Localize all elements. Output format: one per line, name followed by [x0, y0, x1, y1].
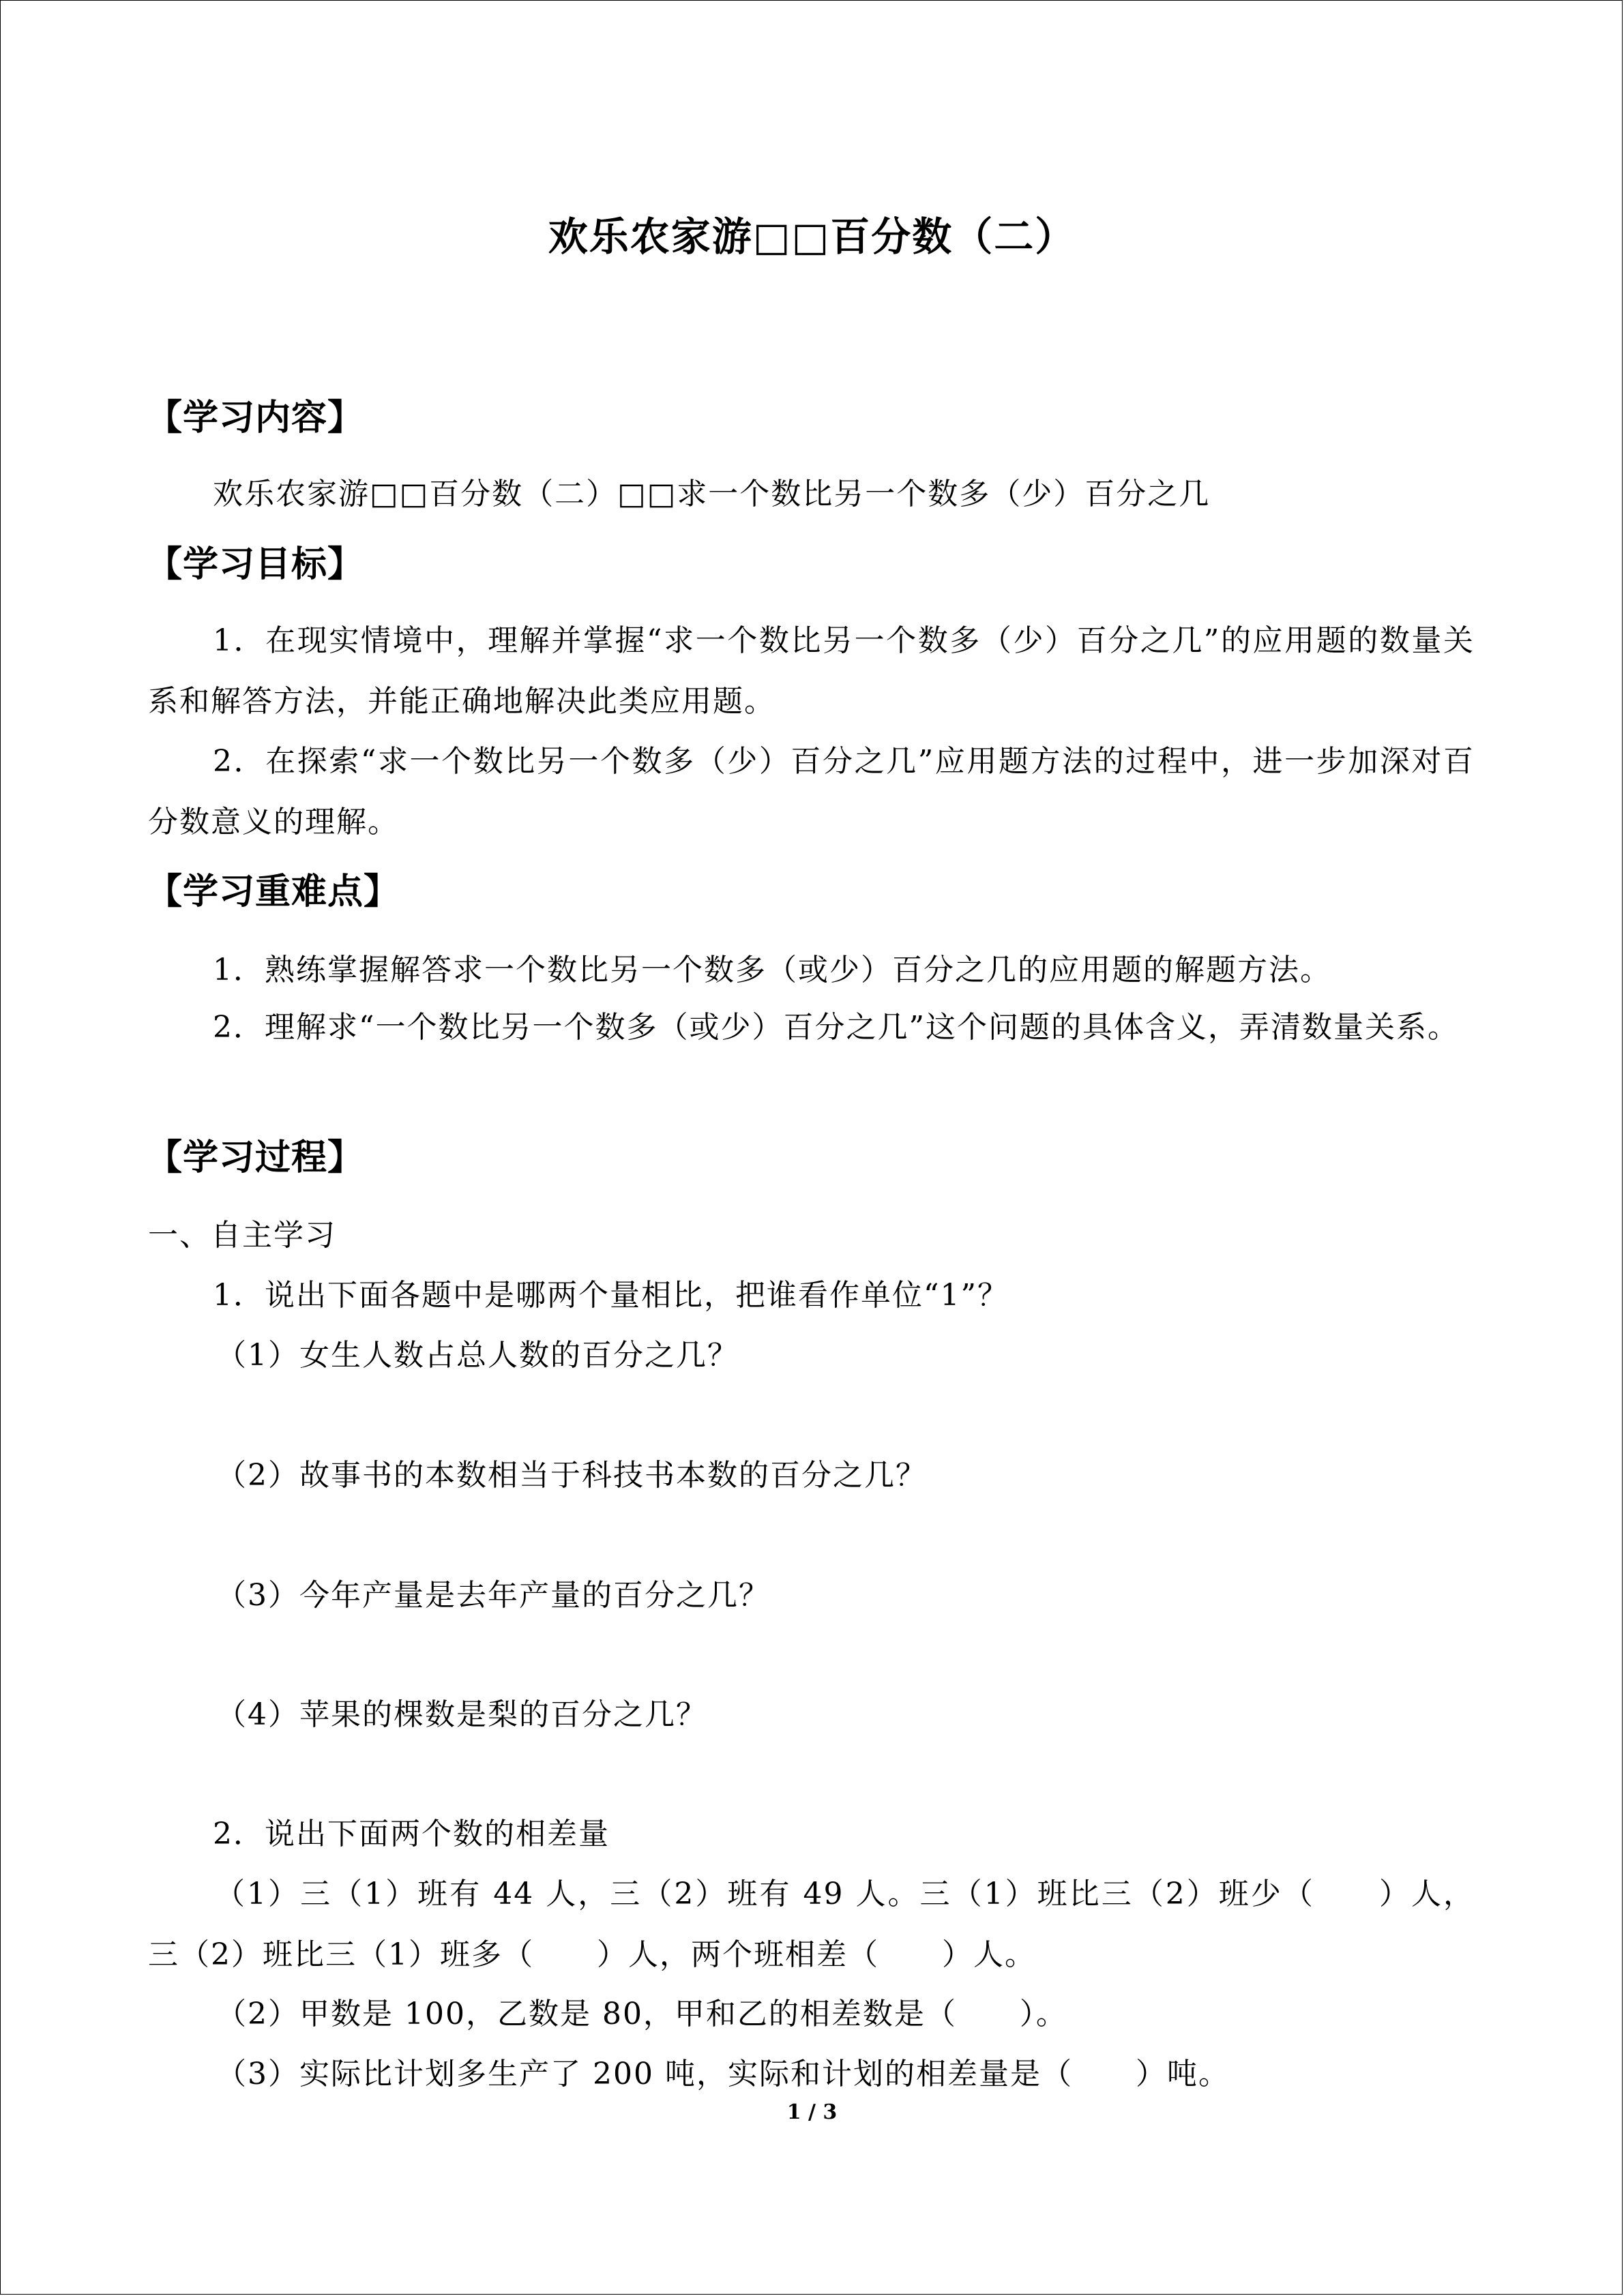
- page-title: 欢乐农家游□□百分数（二）: [548, 213, 1076, 260]
- goal-1: 1．在现实情境中，理解并掌握“求一个数比另一个数多（少）百分之几”的应用题的数量关系和解答方法，并能正确地解决此类应用题。: [148, 623, 1475, 719]
- question-1-item-2: （2）故事书的本数相当于科技书本数的百分之几？: [216, 1458, 927, 1493]
- question-1-item-3: （3）今年产量是去年产量的百分之几？: [216, 1578, 770, 1613]
- heading-key-points: 【学习重难点】: [147, 871, 400, 912]
- question-1: 1．说出下面各题中是哪两个量相比，把谁看作单位“1”？: [213, 1278, 1009, 1313]
- question-1-item-4: （4）苹果的棵数是梨的百分之几？: [216, 1697, 707, 1732]
- question-2-item-3: （3）实际比计划多生产了 200 吨，实际和计划的相差量是（ ）吨。: [216, 2057, 1230, 2091]
- heading-learning-goals: 【学习目标】: [147, 544, 364, 585]
- question-1-item-1: （1）女生人数占总人数的百分之几？: [216, 1338, 739, 1373]
- goal-2: 2．在探索“求一个数比另一个数多（少）百分之几”应用题方法的过程中，进一步加深对百分数意义的理解。: [148, 744, 1475, 839]
- keypoint-2: 2．理解求“一个数比另一个数多（或少）百分之几”这个问题的具体含义，弄清数量关系。: [213, 1010, 1459, 1045]
- question-2: 2．说出下面两个数的相差量: [213, 1817, 610, 1851]
- heading-learning-process: 【学习过程】: [147, 1137, 364, 1178]
- page-number: 1 / 3: [786, 2100, 838, 2124]
- question-2-item-1: （1）三（1）班有 44 人，三（2）班有 49 人。三（1）班比三（2）班少（ ）人，三（2）班比三（1）班多（ ）人，两个班相差（ ）人。: [148, 1877, 1475, 1972]
- question-2-item-2: （2）甲数是 100，乙数是 80，甲和乙的相差数是（ ）。: [216, 1997, 1067, 2031]
- heading-learning-content: 【学习内容】: [147, 398, 364, 438]
- self-study-heading: 一、自主学习: [148, 1218, 336, 1253]
- keypoint-1: 1．熟练掌握解答求一个数比另一个数多（或少）百分之几的应用题的解题方法。: [213, 953, 1331, 987]
- learning-content-text: 欢乐农家游□□百分数（二）□□求一个数比另一个数多（少）百分之几: [213, 477, 1211, 511]
